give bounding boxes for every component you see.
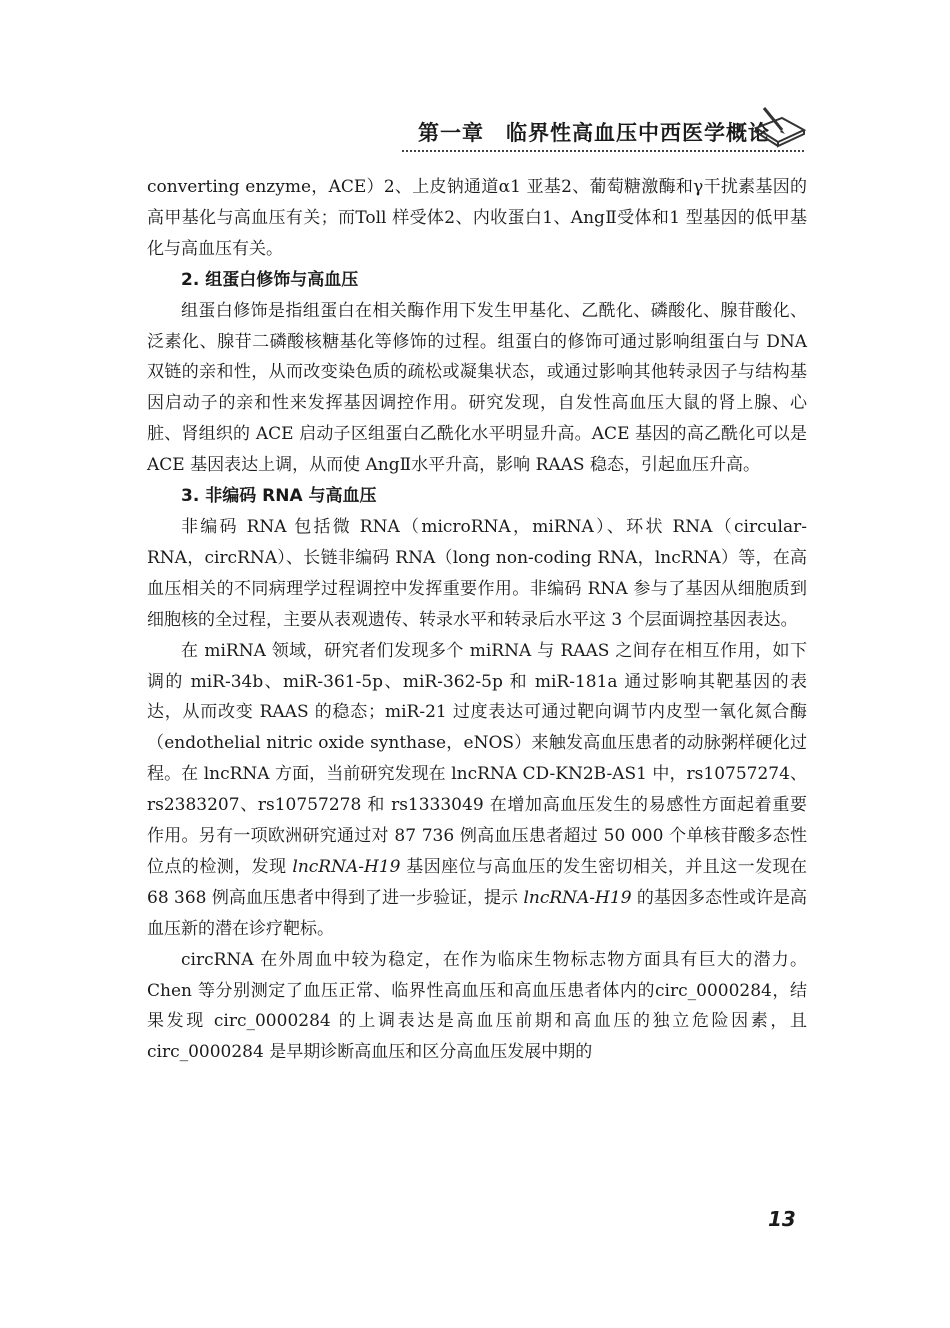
paragraph: 非编码 RNA 包括微 RNA（microRNA，miRNA）、环状 RNA（circular-RNA，circRNA）、长链非编码 RNA（long non-coding RNA，lncRNA）等，在高血压相关的不同病理学过程调控中发挥重要作用。非编码 RNA 参与了基因从细胞质到细胞核的全过程，主要从表观遗传、转录水平和转录后水平这 3 个层面调控基因表达。 — [147, 516, 807, 630]
paragraph-text: 的基因多态性或许是高血压新的潜在诊疗靶标。 — [147, 887, 807, 939]
page-number: 13 — [768, 1207, 796, 1231]
gene-name: lncRNA-H19 — [523, 887, 632, 908]
section-heading: 3. 非编码 RNA 与高血压 — [181, 486, 377, 507]
section-heading: 2. 组蛋白修饰与高血压 — [181, 269, 359, 290]
body-text — [147, 172, 807, 1068]
paragraph: circRNA 在外周血中较为稳定，在作为临床生物标志物方面具有巨大的潜力。Chen 等分别测定了血压正常、临界性高血压和高血压患者体内的circ_0000284，结果发现 circ_0000284 的上调表达是高血压前期和高血压的独立危险因素，且 circ_0000284 是早期诊断高血压和区分高血压发展中期的 — [147, 949, 807, 1063]
book-pencil-icon — [752, 104, 808, 150]
paragraph-text: 在 miRNA 领域，研究者们发现多个 miRNA 与 RAAS 之间存在相互作用，如下调的 miR-34b、miR-361-5p、miR-362-5p 和 miR-181a 通过影响其靶基因的表达，从而改变 RAAS 的稳态；miR-21 过度表达可通过靶向调节内皮型一氧化氮合酶（endothelial nitric oxide synthase，eNOS）来触发高血压患者的动脉粥样硬化过程。在 lncRNA 方面，当前研究发现在 lncRNA CD-KN2B-AS1 中，rs10757274、rs2383207、rs10757278 和 rs1333049 在增加高血压发生的易感性方面起着重要作用。另有一项欧洲研究通过对 87 736 例高血压患者超过 50 000 个单核苷酸多态性位点的检测，发现 — [147, 640, 807, 877]
paragraph-text: 基因座位与高血压的发生密切相关，并且这一发现在 68 368 例高血压患者中得到了进一步验证，提示 — [147, 856, 808, 908]
header-divider — [402, 150, 804, 152]
paragraph: 组蛋白修饰是指组蛋白在相关酶作用下发生甲基化、乙酰化、磷酸化、腺苷酸化、泛素化、腺苷二磷酸核糖基化等修饰的过程。组蛋白的修饰可通过影响组蛋白与 DNA 双链的亲和性，从而改变染色质的疏松或凝集状态，或通过影响其他转录因子与结构基因启动子的亲和性来发挥基因调控作用。研究发现，自发性高血压大鼠的肾上腺、心脏、肾组织的 ACE 启动子区组蛋白乙酰化水平明显升高。ACE 基因的高乙酰化可以是 ACE 基因表达上调，从而使 AngⅡ水平升高，影响 RAAS 稳态，引起血压升高。 — [147, 300, 807, 476]
chapter-title: 第一章 临界性高血压中西医学概论 — [418, 121, 770, 145]
paragraph: converting enzyme，ACE）2、上皮钠通道α1 亚基2、葡萄糖激酶和γ干扰素基因的高甲基化与高血压有关；而Toll 样受体2、内收蛋白1、AngⅡ受体和1 型基因的低甲基化与高血压有关。 — [147, 177, 807, 259]
gene-name: lncRNA-H19 — [292, 856, 401, 877]
paragraph — [147, 636, 807, 945]
